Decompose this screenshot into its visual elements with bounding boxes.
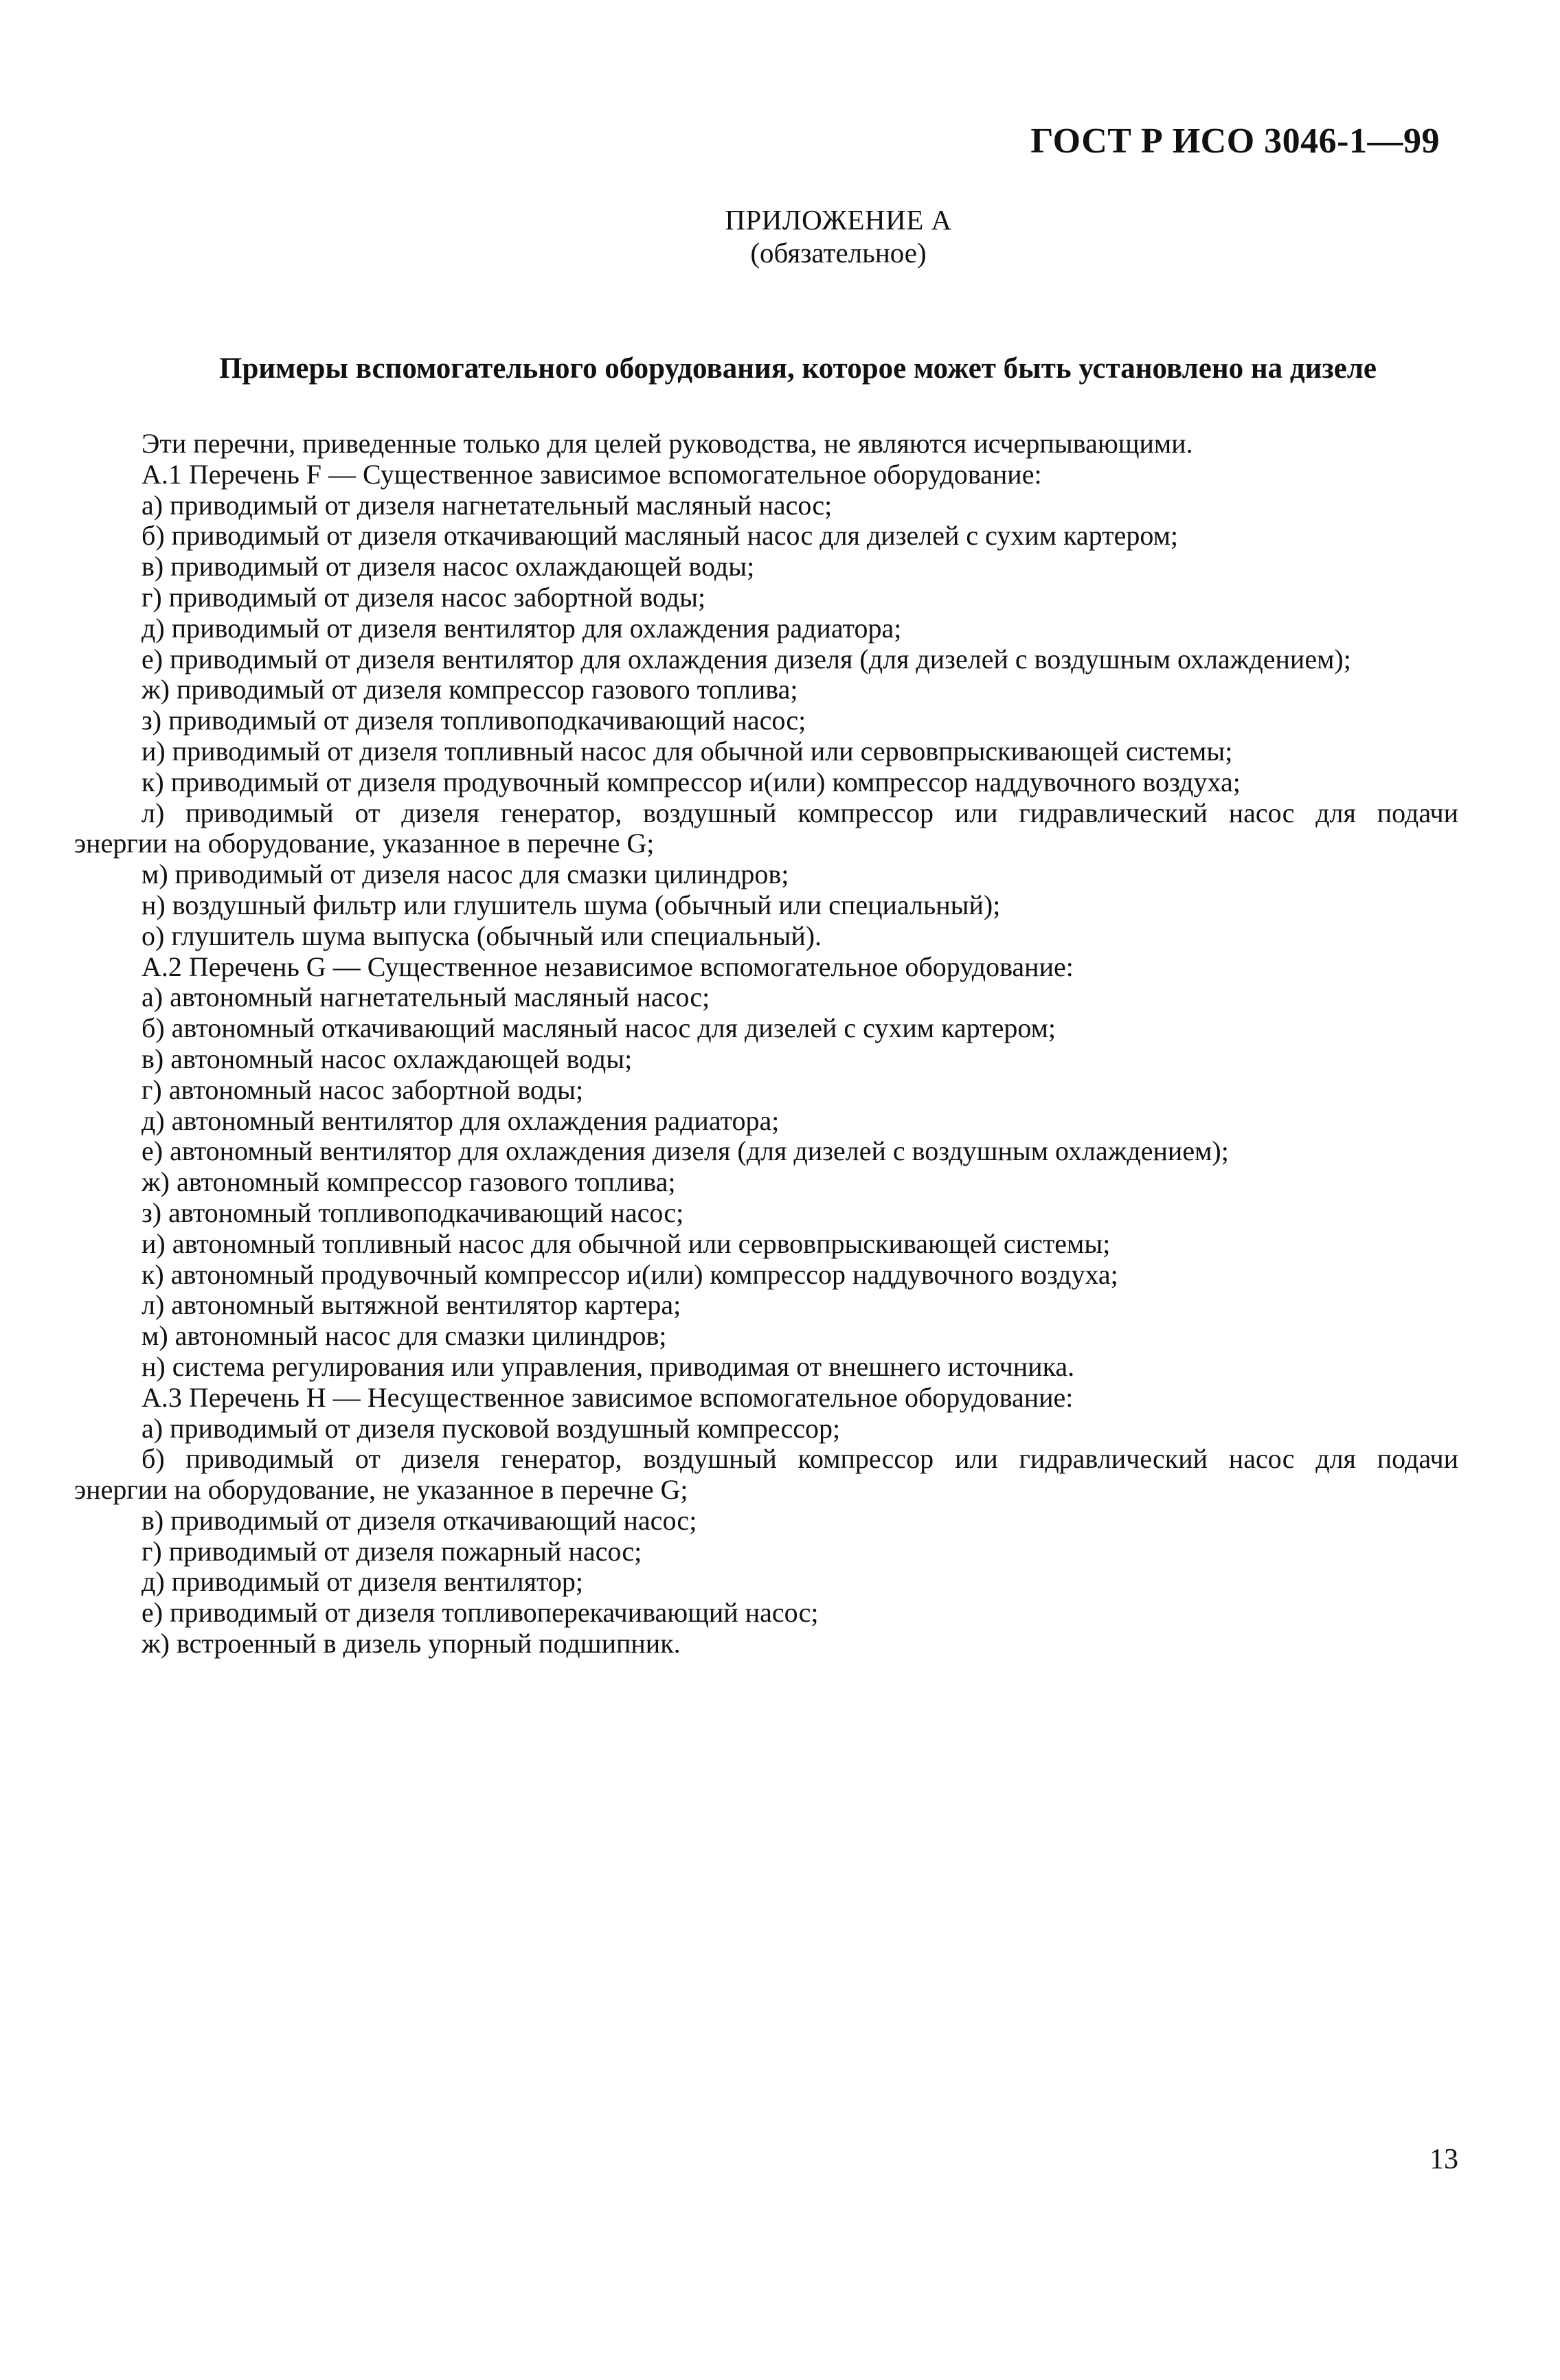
- list-item: г) приводимый от дизеля пожарный насос;: [142, 1535, 642, 1567]
- list-item: а) автономный нагнетательный масляный насос;: [142, 982, 710, 1013]
- list-item: б) приводимый от дизеля генератор, воздушный компрессор или гидравлический насос для подачи: [142, 1443, 1458, 1475]
- list-item: н) система регулирования или управления, приводимая от внешнего источника.: [142, 1350, 1075, 1382]
- appendix-heading: [0, 203, 1560, 269]
- list-item: б) приводимый от дизеля откачивающий масляный насос для дизелей с сухим картером;: [142, 520, 1179, 552]
- list-item: г) приводимый от дизеля насос забортной воды;: [142, 581, 706, 613]
- standard-designation: ГОСТ Р ИСО 3046-1—99: [1030, 122, 1440, 161]
- appendix-note: (обязательное): [750, 237, 927, 269]
- appendix-title: ПРИЛОЖЕНИЕ А: [725, 204, 952, 236]
- list-item: а) приводимый от дизеля нагнетательный масляный насос;: [142, 489, 833, 521]
- list-h-heading: А.3 Перечень H — Несущественное зависимое вспомогательное оборудование:: [142, 1381, 1074, 1413]
- document-title: Примеры вспомогательного оборудования, которое может быть установлено на дизеле: [219, 352, 1377, 385]
- list-item-continuation: энергии на оборудование, указанное в перечне G;: [74, 828, 655, 859]
- list-item: е) приводимый от дизеля вентилятор для охлаждения дизеля (для дизелей с воздушным охлаждением);: [142, 643, 1351, 675]
- list-item: л) приводимый от дизеля генератор, воздушный компрессор или гидравлический насос для подачи: [142, 797, 1458, 828]
- intro-paragraph: Эти перечни, приведенные только для целей руководства, не являются исчерпывающими.: [142, 428, 1193, 459]
- list-g-heading: А.2 Перечень G — Существенное независимое вспомогательное оборудование:: [142, 951, 1074, 982]
- list-item: в) автономный насос охлаждающей воды;: [142, 1043, 633, 1074]
- list-item: е) автономный вентилятор для охлаждения дизеля (для дизелей с воздушным охлаждением);: [142, 1135, 1229, 1167]
- list-item: м) приводимый от дизеля насос для смазки цилиндров;: [142, 859, 789, 890]
- list-item: г) автономный насос забортной воды;: [142, 1074, 584, 1105]
- list-item-continuation: энергии на оборудование, не указанное в перечне G;: [74, 1474, 688, 1506]
- list-item: л) автономный вытяжной вентилятор картера;: [142, 1289, 681, 1321]
- list-item: к) автономный продувочный компрессор и(или) компрессор наддувочного воздуха;: [142, 1258, 1118, 1290]
- list-item: о) глушитель шума выпуска (обычный или специальный).: [142, 920, 822, 951]
- document-body: [74, 429, 1458, 1659]
- list-item: и) автономный топливный насос для обычной или сервовпрыскивающей системы;: [142, 1227, 1111, 1259]
- list-item: в) приводимый от дизеля насос охлаждающей воды;: [142, 551, 755, 582]
- list-item: ж) автономный компрессор газового топлива;: [142, 1166, 676, 1198]
- list-f-heading: А.1 Перечень F — Существенное зависимое вспомогательное оборудование:: [142, 458, 1042, 490]
- list-item: ж) встроенный в дизель упорный подшипник.: [142, 1628, 681, 1659]
- page-number: 13: [1429, 2144, 1458, 2175]
- list-item: б) автономный откачивающий масляный насос для дизелей с сухим картером;: [142, 1012, 1056, 1044]
- list-item: д) приводимый от дизеля вентилятор для охлаждения радиатора;: [142, 612, 902, 644]
- list-item: м) автономный насос для смазки цилиндров;: [142, 1320, 667, 1352]
- list-item: е) приводимый от дизеля топливоперекачивающий насос;: [142, 1597, 819, 1629]
- list-item: и) приводимый от дизеля топливный насос для обычной или сервовпрыскивающей системы;: [142, 735, 1233, 767]
- list-item: з) автономный топливоподкачивающий насос;: [142, 1197, 684, 1228]
- list-item: д) приводимый от дизеля вентилятор;: [142, 1566, 584, 1598]
- list-item: н) воздушный фильтр или глушитель шума (обычный или специальный);: [142, 889, 1001, 920]
- list-item: ж) приводимый от дизеля компрессор газового топлива;: [142, 674, 798, 705]
- list-item: з) приводимый от дизеля топливоподкачивающий насос;: [142, 705, 806, 736]
- list-item: а) приводимый от дизеля пусковой воздушный компрессор;: [142, 1412, 841, 1444]
- list-item: в) приводимый от дизеля откачивающий насос;: [142, 1504, 697, 1536]
- list-item: д) автономный вентилятор для охлаждения радиатора;: [142, 1104, 780, 1136]
- list-item: к) приводимый от дизеля продувочный компрессор и(или) компрессор наддувочного воздуха;: [142, 766, 1241, 797]
